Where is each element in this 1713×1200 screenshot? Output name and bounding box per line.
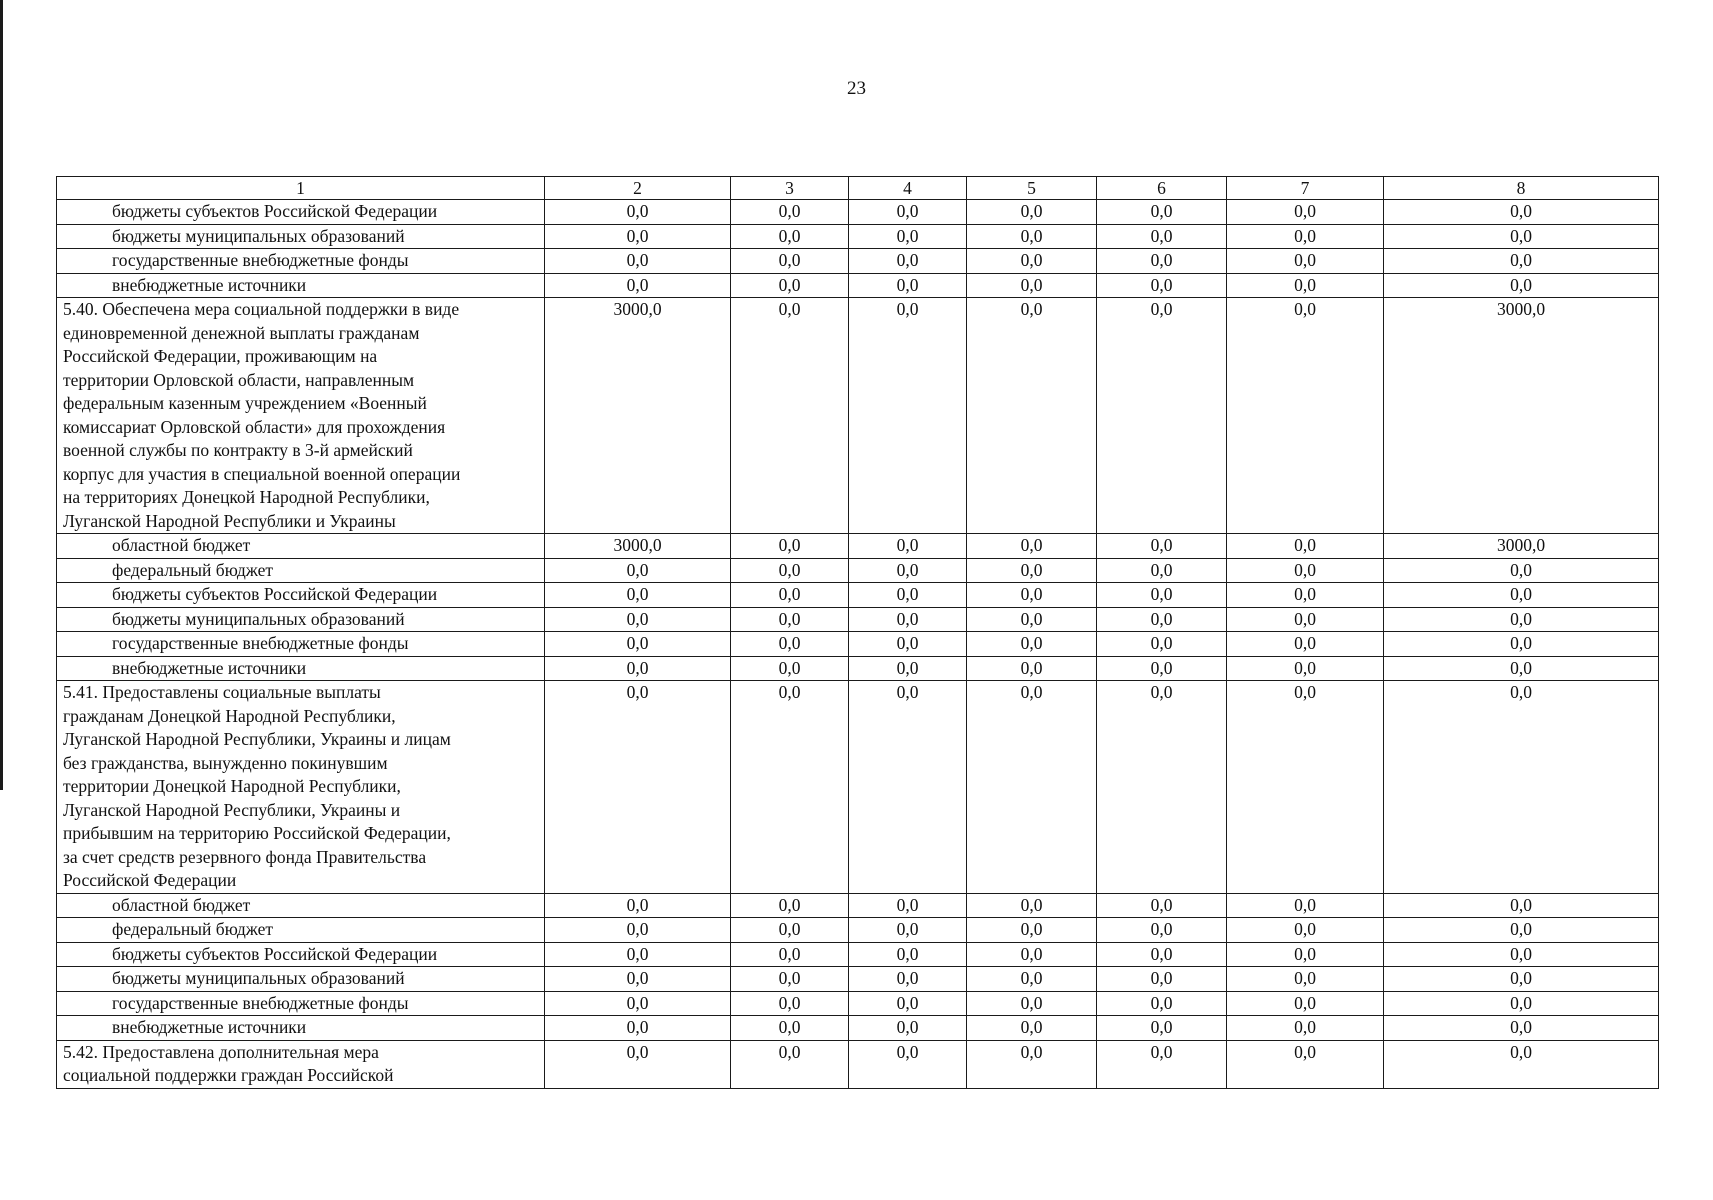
page-number: 23 [847,78,866,99]
value-cell: 0,0 [1227,534,1384,559]
value-cell: 0,0 [967,632,1097,657]
value-cell: 0,0 [849,942,967,967]
value-cell: 0,0 [967,942,1097,967]
value-cell: 0,0 [849,632,967,657]
value-cell: 0,0 [1384,1040,1659,1088]
value-cell: 0,0 [1227,918,1384,943]
value-cell: 0,0 [545,681,731,894]
value-cell: 0,0 [1227,632,1384,657]
value-cell: 0,0 [967,583,1097,608]
value-cell: 0,0 [1097,273,1227,298]
value-cell: 0,0 [1384,918,1659,943]
value-cell: 0,0 [967,991,1097,1016]
value-cell: 0,0 [1097,991,1227,1016]
value-cell: 0,0 [731,991,849,1016]
value-cell: 0,0 [731,558,849,583]
value-cell: 0,0 [967,893,1097,918]
value-cell: 0,0 [1097,558,1227,583]
funding-source-label: государственные внебюджетные фонды [57,991,545,1016]
value-cell: 0,0 [1384,967,1659,992]
value-cell: 0,0 [731,967,849,992]
value-cell: 0,0 [1384,200,1659,225]
value-cell: 0,0 [1227,200,1384,225]
value-cell: 0,0 [967,224,1097,249]
funding-source-row [57,942,1659,967]
value-cell: 0,0 [1097,681,1227,894]
measure-description-line: на территориях Донецкой Народной Республики, [63,487,430,507]
value-cell: 0,0 [731,224,849,249]
value-cell: 0,0 [1097,1040,1227,1088]
value-cell: 0,0 [545,249,731,274]
measure-description-line: гражданам Донецкой Народной Республики, [63,705,396,726]
value-cell: 0,0 [1097,918,1227,943]
value-cell: 0,0 [1097,632,1227,657]
value-cell: 0,0 [731,298,849,534]
measure-description-line: Луганской Народной Республики, Украины и [63,799,401,820]
value-cell: 0,0 [967,918,1097,943]
measure-description-line: без гражданства, вынужденно покинувшим [63,752,388,773]
value-cell: 0,0 [731,918,849,943]
value-cell: 0,0 [1097,942,1227,967]
value-cell: 0,0 [545,273,731,298]
value-cell: 0,0 [849,273,967,298]
value-cell: 0,0 [967,1040,1097,1088]
column-number: 1 [57,177,545,200]
value-cell: 0,0 [1097,583,1227,608]
column-number: 3 [731,177,849,200]
funding-source-label: бюджеты муниципальных образований [57,224,545,249]
value-cell: 0,0 [1097,656,1227,681]
funding-source-label: бюджеты муниципальных образований [57,967,545,992]
funding-source-row [57,607,1659,632]
funding-source-row [57,1016,1659,1041]
measure-row [57,298,1659,534]
funding-source-row [57,534,1659,559]
column-number: 4 [849,177,967,200]
funding-source-label: федеральный бюджет [57,918,545,943]
value-cell: 0,0 [849,991,967,1016]
funding-source-label: государственные внебюджетные фонды [57,632,545,657]
value-cell: 0,0 [731,273,849,298]
value-cell: 0,0 [1227,1040,1384,1088]
funding-source-row [57,249,1659,274]
measure-description-line: 5.40. Обеспечена мера социальной поддержки в виде [63,299,460,319]
value-cell: 0,0 [545,967,731,992]
page-edge [0,0,3,790]
value-cell: 0,0 [1384,273,1659,298]
value-cell: 0,0 [967,273,1097,298]
column-number-row [57,177,1659,200]
measure-description [57,298,545,534]
value-cell: 0,0 [1097,249,1227,274]
value-cell: 0,0 [849,583,967,608]
measure-description-line: комиссариат Орловской области» для прохождения [63,416,446,437]
value-cell: 0,0 [1384,224,1659,249]
funding-source-label: внебюджетные источники [57,656,545,681]
value-cell: 0,0 [545,942,731,967]
funding-source-label: государственные внебюджетные фонды [57,249,545,274]
value-cell: 0,0 [731,607,849,632]
measure-description-line: федеральным казенным учреждением «Военный [63,393,427,413]
value-cell: 0,0 [967,607,1097,632]
value-cell: 0,0 [1384,632,1659,657]
measure-description [57,681,545,894]
value-cell: 3000,0 [1384,298,1659,534]
value-cell: 0,0 [1097,534,1227,559]
value-cell: 0,0 [849,200,967,225]
value-cell: 0,0 [731,681,849,894]
value-cell: 3000,0 [545,298,731,534]
measure-description-line: социальной поддержки граждан Российской [63,1065,394,1085]
value-cell: 0,0 [1384,656,1659,681]
value-cell: 0,0 [849,918,967,943]
value-cell: 0,0 [1097,224,1227,249]
value-cell: 0,0 [849,681,967,894]
value-cell: 0,0 [849,298,967,534]
value-cell: 0,0 [1227,681,1384,894]
funding-source-label: федеральный бюджет [57,558,545,583]
value-cell: 0,0 [849,558,967,583]
value-cell: 0,0 [1097,607,1227,632]
value-cell: 0,0 [1227,224,1384,249]
value-cell: 0,0 [1097,893,1227,918]
funding-source-row [57,583,1659,608]
value-cell: 0,0 [849,656,967,681]
value-cell: 0,0 [1384,991,1659,1016]
funding-source-row [57,273,1659,298]
value-cell: 0,0 [1227,298,1384,534]
value-cell: 0,0 [731,893,849,918]
value-cell: 0,0 [1227,249,1384,274]
measure-description-line: корпус для участия в специальной военной операции [63,463,461,484]
value-cell: 0,0 [1384,607,1659,632]
column-number: 7 [1227,177,1384,200]
value-cell: 0,0 [1227,942,1384,967]
value-cell: 0,0 [731,1016,849,1041]
value-cell: 0,0 [731,1040,849,1088]
budget-table [56,176,1659,1089]
value-cell: 0,0 [1227,893,1384,918]
measure-description-line: Луганской Народной Республики и Украины [63,510,396,531]
value-cell: 0,0 [967,200,1097,225]
value-cell: 0,0 [545,918,731,943]
column-number: 2 [545,177,731,200]
measure-description-line: военной службы по контракту в 3-й армейский [63,440,413,460]
value-cell: 0,0 [545,991,731,1016]
value-cell: 0,0 [849,607,967,632]
value-cell: 0,0 [1227,967,1384,992]
value-cell: 0,0 [1227,558,1384,583]
value-cell: 0,0 [1227,1016,1384,1041]
value-cell: 0,0 [849,1016,967,1041]
table-body [57,177,1659,1089]
value-cell: 0,0 [967,656,1097,681]
funding-source-row [57,224,1659,249]
value-cell: 0,0 [545,1016,731,1041]
measure-row [57,1040,1659,1088]
value-cell: 0,0 [545,200,731,225]
value-cell: 0,0 [967,1016,1097,1041]
value-cell: 0,0 [1097,967,1227,992]
value-cell: 0,0 [545,607,731,632]
value-cell: 0,0 [545,893,731,918]
funding-source-row [57,967,1659,992]
value-cell: 3000,0 [1384,534,1659,559]
value-cell: 0,0 [1227,273,1384,298]
value-cell: 0,0 [545,224,731,249]
funding-source-row [57,991,1659,1016]
funding-source-label: внебюджетные источники [57,273,545,298]
value-cell: 0,0 [545,558,731,583]
measure-description-line: территории Орловской области, направленным [63,369,415,390]
funding-source-label: бюджеты муниципальных образований [57,607,545,632]
funding-source-label: внебюджетные источники [57,1016,545,1041]
value-cell: 0,0 [967,249,1097,274]
measure-description-line: 5.41. Предоставлены социальные выплаты [63,682,381,702]
measure-description-line: Российской Федерации, проживающим на [63,346,378,366]
value-cell: 0,0 [1384,893,1659,918]
column-number: 5 [967,177,1097,200]
funding-source-row [57,558,1659,583]
measure-description [57,1040,545,1088]
value-cell: 0,0 [1227,583,1384,608]
funding-source-label: бюджеты субъектов Российской Федерации [57,200,545,225]
funding-source-row [57,200,1659,225]
value-cell: 0,0 [967,298,1097,534]
measure-description-line: единовременной денежной выплаты гражданам [63,322,420,343]
value-cell: 0,0 [731,249,849,274]
value-cell: 0,0 [1097,298,1227,534]
value-cell: 0,0 [731,942,849,967]
funding-source-row [57,656,1659,681]
measure-description-line: за счет средств резервного фонда Правительства [63,846,427,867]
value-cell: 0,0 [1384,942,1659,967]
value-cell: 0,0 [849,1040,967,1088]
measure-description-line: прибывшим на территорию Российской Федерации, [63,823,451,843]
funding-source-row [57,632,1659,657]
funding-source-row [57,893,1659,918]
value-cell: 0,0 [545,1040,731,1088]
value-cell: 0,0 [1384,558,1659,583]
value-cell: 0,0 [731,632,849,657]
value-cell: 0,0 [1384,249,1659,274]
value-cell: 0,0 [545,632,731,657]
value-cell: 0,0 [849,249,967,274]
value-cell: 0,0 [967,558,1097,583]
measure-description-line: Российской Федерации [63,870,237,890]
value-cell: 0,0 [1227,991,1384,1016]
funding-source-label: бюджеты субъектов Российской Федерации [57,583,545,608]
value-cell: 0,0 [545,583,731,608]
value-cell: 0,0 [731,200,849,225]
value-cell: 0,0 [1227,656,1384,681]
value-cell: 0,0 [967,967,1097,992]
column-number: 8 [1384,177,1659,200]
value-cell: 0,0 [849,534,967,559]
value-cell: 0,0 [1384,583,1659,608]
value-cell: 0,0 [1384,1016,1659,1041]
value-cell: 0,0 [849,893,967,918]
funding-source-label: бюджеты субъектов Российской Федерации [57,942,545,967]
measure-description-line: территории Донецкой Народной Республики, [63,776,401,796]
value-cell: 0,0 [1097,200,1227,225]
value-cell: 0,0 [731,656,849,681]
funding-source-row [57,918,1659,943]
value-cell: 0,0 [731,534,849,559]
value-cell: 0,0 [731,583,849,608]
measure-description-line: Луганской Народной Республики, Украины и лицам [63,729,451,749]
measure-description-line: 5.42. Предоставлена дополнительная мера [63,1041,379,1062]
column-number: 6 [1097,177,1227,200]
measure-row [57,681,1659,894]
funding-source-label: областной бюджет [57,534,545,559]
value-cell: 0,0 [849,967,967,992]
value-cell: 0,0 [967,534,1097,559]
value-cell: 0,0 [849,224,967,249]
value-cell: 3000,0 [545,534,731,559]
value-cell: 0,0 [1384,681,1659,894]
value-cell: 0,0 [967,681,1097,894]
value-cell: 0,0 [545,656,731,681]
funding-source-label: областной бюджет [57,893,545,918]
value-cell: 0,0 [1097,1016,1227,1041]
value-cell: 0,0 [1227,607,1384,632]
